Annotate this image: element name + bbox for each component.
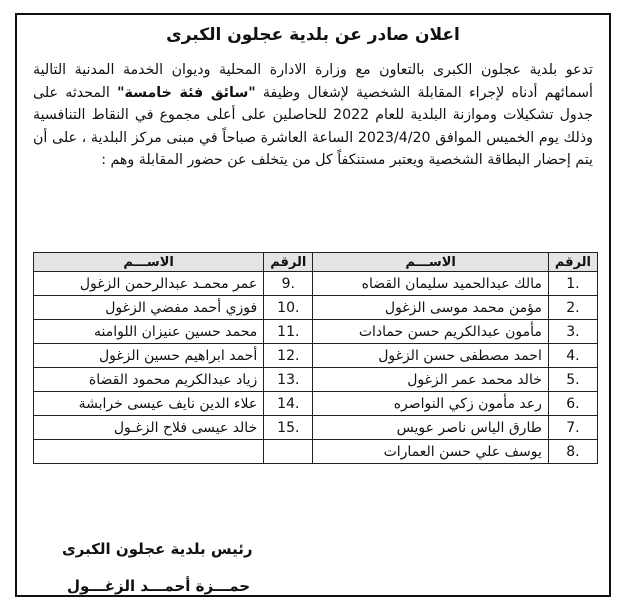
table-row — [34, 392, 598, 416]
candidates-table — [33, 252, 598, 464]
row-number: .15 — [264, 416, 313, 440]
candidate-name: خالد محمد عمر الزغول — [313, 368, 548, 392]
table-row — [34, 344, 598, 368]
body-text-part2: المحدثه على جدول تشكيلات وموازنة البلدية للعام 2022 للحاصلين على أعلى مجموع في النقاط التنافسية وذلك يوم الخميس الموافق 2023/4/20 الساعة العاشرة صباحاً في مبنى مركز البلدية ، على أن يتم إحضار البطاقة الشخصية ويعتبر مستنكفاً كل من يتخلف عن حضور المقابلة وهم : — [33, 84, 593, 168]
job-title: "سائق فئة خامسة" — [117, 84, 256, 101]
body-text-part1: تدعو بلدية عجلون الكبرى بالتعاون مع وزارة الادارة المحلية وديوان الخدمة المدنية التالية أسمائهم أدناه لإجراء المقابلة الشخصية لإشغال وظيفة — [33, 62, 594, 101]
row-number: .7 — [548, 416, 597, 440]
row-number: .8 — [548, 440, 597, 464]
table-row — [34, 296, 598, 320]
row-number: .6 — [548, 392, 597, 416]
candidate-name: رعد مأمون زكي النواصره — [313, 392, 548, 416]
candidate-name — [34, 440, 264, 464]
header-name: الاســـم — [313, 253, 548, 272]
candidate-name: مالك عبدالحميد سليمان القضاه — [313, 272, 548, 296]
header-number: الرقم — [548, 253, 597, 272]
candidate-name: علاء الدين نايف عيسى خرابشة — [34, 392, 264, 416]
candidate-name: احمد مصطفى حسن الزغول — [313, 344, 548, 368]
announcement-frame — [15, 13, 611, 597]
row-number: .14 — [264, 392, 313, 416]
candidate-name: مؤمن محمد موسى الزغول — [313, 296, 548, 320]
announcement-title: اعلان صادر عن بلدية عجلون الكبرى — [166, 25, 460, 45]
candidate-name: عمر محمـد عبدالرحمن الزغول — [34, 272, 264, 296]
candidate-name: يوسف علي حسن العمارات — [313, 440, 548, 464]
row-number: .5 — [548, 368, 597, 392]
header-number: الرقم — [264, 253, 313, 272]
header-name: الاســـم — [34, 253, 264, 272]
table-row — [34, 320, 598, 344]
candidate-name: خالد عيسى فلاح الزغـول — [34, 416, 264, 440]
table-row — [34, 416, 598, 440]
row-number: .12 — [264, 344, 313, 368]
signature-name: حمـــزة أحمـــد الزغـــول — [67, 577, 251, 595]
candidate-name: زياد عبدالكريم محمود القضاة — [34, 368, 264, 392]
row-number: .13 — [264, 368, 313, 392]
row-number — [264, 440, 313, 464]
row-number: .10 — [264, 296, 313, 320]
row-number: .9 — [264, 272, 313, 296]
announcement-body — [33, 59, 593, 172]
signature-role: رئيس بلدية عجلون الكبرى — [62, 540, 253, 558]
row-number: .4 — [548, 344, 597, 368]
candidate-name: أحمد ابراهيم حسين الزغول — [34, 344, 264, 368]
candidate-name: فوزي أحمد مفضي الزغول — [34, 296, 264, 320]
candidate-name: محمد حسين عنيزان اللوامنه — [34, 320, 264, 344]
table-header-row — [34, 253, 598, 272]
table-row — [34, 440, 598, 464]
table-row — [34, 272, 598, 296]
row-number: .2 — [548, 296, 597, 320]
candidate-name: مأمون عبدالكريم حسن حمادات — [313, 320, 548, 344]
row-number: .3 — [548, 320, 597, 344]
candidate-name: طارق الياس ناصر عويس — [313, 416, 548, 440]
row-number: .1 — [548, 272, 597, 296]
row-number: .11 — [264, 320, 313, 344]
table-row — [34, 368, 598, 392]
